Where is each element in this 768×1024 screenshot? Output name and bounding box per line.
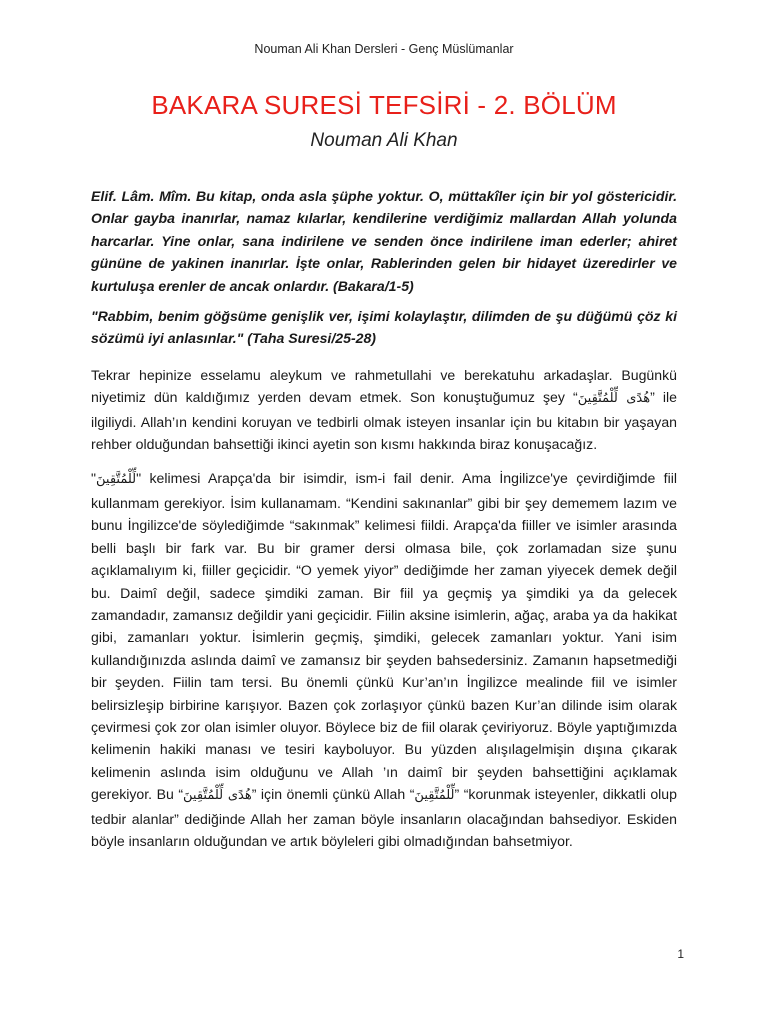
paragraph-text: " kelimesi Arapça'da bir isimdir, ism-i fail denir. Ama İngilizce'ye çevirdiğimde fiil kullanmam gerekiyor. İsim kullanamam. “Kendini sakınanlar” gibi bir şey dememem lazım ve bunu İngilizce'de söylediğimde “sakınmak” kelimesi fiildi. Arapça'da fiiller ve isimler arasında belli başlı bir fark var. Bu bir gramer dersi olmasa bile, çok zorlamadan size şunu açıklamalıyım ki, fiiller geçicidir. “O yemek yiyor” dediğimde her zaman yiyecek demek değil bu. Daimî değil, sadece şimdiki zaman. Bir fiil ya geçmiş ya şimdiki ya da gelecek zamandadır, zamansız değildir yani geçicidir. Fiilin aksine isimlerin, ağaç, araba ya da hakikat gibi, zamanları yoktur. İsimlerin geçmiş, şimdiki, gelecek zamanları yoktur. Yani isim kullandığınızda aslında daimî ve zamansız bir şeyden bahsedersiniz. Zamanın hapsetmediği bir şeyden. Fiilin tam tersi. Bu önemli çünkü Kur’an’ın İngilizce mealinde fiil ve isimler belirsizleşip birbirine karışıyor. Bazen çok zorlaşıyor çünkü bazen Kur’an dilinde isim olarak çevirmesi çok zor olan isimler oluyor. Böylece biz de fiil olarak çeviriyoruz. Böyle yaptığımızda kelimenin hakiki manası ve tesiri kayboluyor. Bu yüzden alışılagelmişin dışına çıkarak kelimenin aslında isim olduğunu ve Allah ’ın daimî bir şeyden bahsettiğini açıklamak gerekiyor. Bu “ [91,470,677,803]
paragraph-text: ” için önemli çünkü Allah “ [251,786,415,803]
paragraph-text: " [91,470,97,487]
running-header: Nouman Ali Khan Dersleri - Genç Müslümanlar [254,42,514,56]
arabic-phrase: هُدًى لِّلْمُتَّقِينَ [183,788,252,804]
document-body [91,185,677,864]
verse-taha: "Rabbim, benim göğsüme genişlik ver, işimi kolaylaştır, dilimden de şu düğümü çöz ki sözümü iyi anlasınlar." (Taha Suresi/25-28) [91,308,677,347]
document-title: BAKARA SURESİ TEFSİRİ - 2. BÖLÜM [151,90,617,120]
author-name: Nouman Ali Khan [310,130,458,151]
paragraph-intro [91,364,677,456]
paragraph-grammar [91,467,677,852]
arabic-word: لِّلْمُتَّقِينَ [414,788,455,804]
verse-bakara: Elif. Lâm. Mîm. Bu kitap, onda asla şüphe yoktur. O, müttakîler için bir yol göstericidir. Onlar gayba inanırlar, namaz kılarlar, kendilerine verdiğimiz mallardan Allah yolunda harcarlar. Yine onlar, sana indirilene ve senden önce indirilene iman ederler; ahiret gününe de yakinen inanırlar. İşte onlar, Rablerinden gelen bir hidayet üzeredirler ve kurtuluşa erenler de ancak onlardır. (Bakara/1-5) [91,188,677,294]
arabic-phrase: هُدًى لِّلْمُتَّقِينَ [577,391,651,407]
paragraph-text: ” ile ilgiliydi. Allah’ın kendini koruyan ve tedbirli olmak isteyen insanlar için bu kitabın bir yaşayan rehber olduğundan bahsettiği ikinci ayetin son kısmı hakkında biraz konuşacağız. [91,389,677,453]
paragraph-text: ” “korunmak isteyenler, dikkatli olup tedbir alanlar” dediğinde Allah her zaman böyle insanların olacağından bahsediyor. Eskiden böyle insanların olduğundan ve artık böyleleri gibi olmadığından bahsetmiyor. [91,786,677,849]
paragraph-text: Tekrar hepinize esselamu aleykum ve rahmetullahi ve berekatuhu arkadaşlar. Bugünkü niyetimiz dün kaldığımız yerden devam etmek. Son konuştuğumuz şey “ [91,366,677,406]
arabic-word: لِّلْمُتَّقِينَ [96,472,137,488]
page-number: 1 [677,947,684,961]
